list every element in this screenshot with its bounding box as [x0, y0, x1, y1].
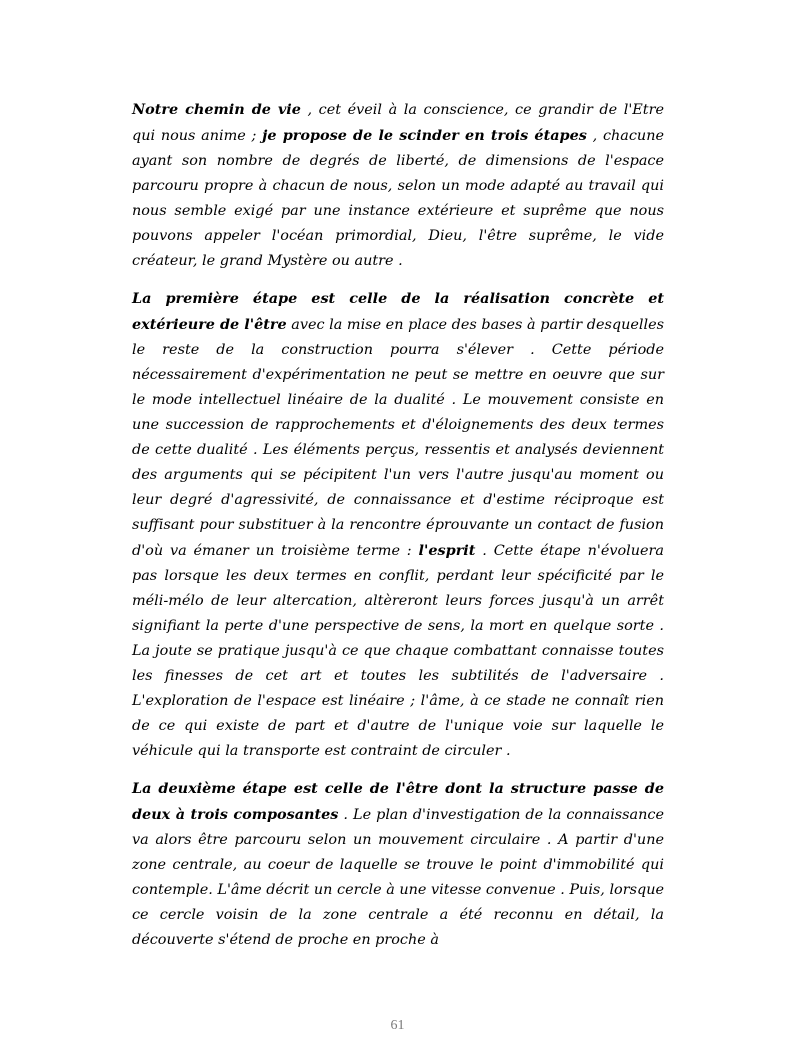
text-segment-bold: La deuxième étape est celle de l'être dont la structure passe de deux à trois composantes [132, 780, 664, 823]
text-segment: , chacune ayant son nombre de degrés de liberté, de dimensions de l'espace parcouru propre à chacun de nous, selon un mode adapté au travail qui nous semble exigé par une instance extérieure et suprême que nous pouvons appeler l'océan primordial, Dieu, l'être suprême, le vide créateur, le grand Mystère ou autre . [132, 128, 664, 269]
page-number: 61 [390, 1018, 405, 1033]
paragraph-first-stage [132, 286, 664, 764]
paragraph-intro [132, 97, 664, 274]
text-segment: . Le plan d'investigation de la connaissance va alors être parcouru selon un mouvement circulaire . A partir d'une zone centrale, au coeur de laquelle se trouve le point d'immobilité qui contemple. L'âme décrit un cercle à une vitesse convenue . Puis, lorsque ce cercle voisin de la zone centrale a été reconnu en détail, la découverte s'étend de proche en proche à [132, 807, 664, 948]
text-segment-bold: La première étape est celle de la réalisation concrète et extérieure de l'être [132, 290, 664, 333]
text-segment-bold: je propose de le scinder en trois étapes [262, 127, 587, 144]
body-text [132, 97, 664, 965]
text-segment-bold: l'esprit [418, 542, 476, 559]
text-segment: . Cette étape n'évoluera pas lorsque les deux termes en conflit, perdant leur spécificité par le méli-mélo de leur altercation, altèreront leurs forces jusqu'à un arrêt signifiant la perte d'une perspective de sens, la mort en quelque sorte . La joute se pratique jusqu'à ce que chaque combattant connaisse toutes les finesses de cet art et toutes les subtilités de l'adversaire . L'exploration de l'espace est linéaire ; l'âme, à ce stade ne connaît rien de ce qui existe de part et d'autre de l'unique voie sur laquelle le véhicule qui la transporte est contraint de circuler . [132, 543, 664, 759]
text-segment-bold: Notre chemin de vie [132, 101, 301, 118]
text-segment: , cet éveil à la conscience, ce grandir de l'Etre qui nous anime ; [132, 102, 664, 144]
paragraph-second-stage [132, 776, 664, 953]
text-segment: avec la mise en place des bases à partir desquelles le reste de la construction pourra s'élever . Cette période nécessairement d'expérimentation ne peut se mettre en oeuvre que sur le mode intellectuel linéaire de la dualité . Le mouvement consiste en une succession de rapprochements et d'éloignements des deux termes de cette dualité . Les éléments perçus, ressentis et analysés deviennent des arguments qui se pécipitent l'un vers l'autre jusqu'au moment ou leur degré d'agressivité, de connaissance et d'estime réciproque est suffisant pour substituer à la rencontre éprouvante un contact de fusion d'où va émaner un troisième terme : [132, 317, 664, 559]
